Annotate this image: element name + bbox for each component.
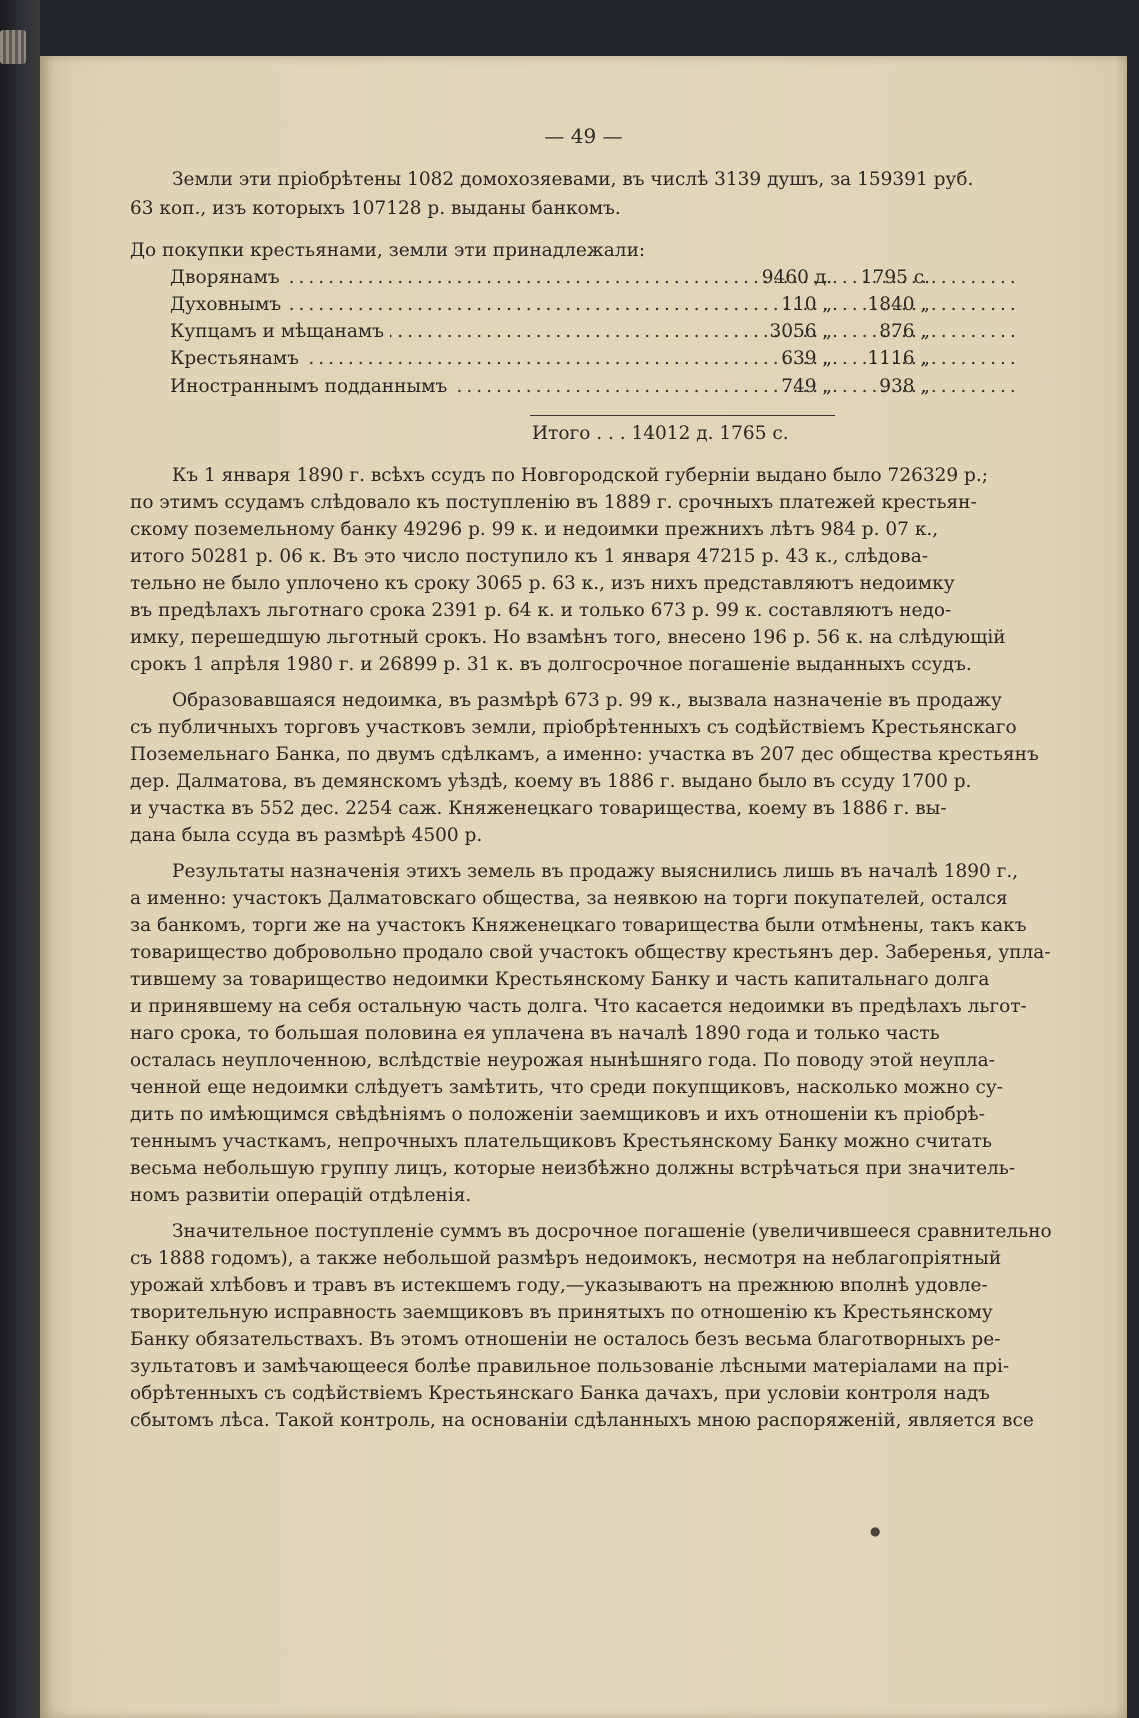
text-line: сбытомъ лѣса. Такой контроль, на основаніи сдѣланныхъ мною распоряженій, является все [130,1410,1034,1431]
text-line: товарищество добровольно продало свой участокъ обществу крестьянъ дер. Заберенья, упла- [130,942,1051,963]
text-line: номъ развитіи операцій отдѣленія. [130,1185,472,1206]
table-row [170,348,930,372]
text-line: имку, перешедшую льготный срокъ. Но взамѣнъ того, внесено 196 р. 56 к. на слѣдующій [130,627,1006,648]
text-line: Земли эти пріобрѣтены 1082 домохозяевами, въ числѣ 3139 душъ, за 159391 руб. [172,169,974,190]
ink-speck-mark: ● [870,1524,881,1538]
text-line: наго срока, то большая половина ея уплачена въ началѣ 1890 года и только часть [130,1023,940,1044]
table-row [170,376,930,400]
table-row [170,321,930,345]
row-desiatins: 639 „ [781,348,832,369]
row-label: Духовнымъ [170,294,287,315]
text-line: дер. Далматова, въ демянскомъ уѣздѣ, коему въ 1886 г. выдано было въ ссуду 1700 р. [130,771,972,792]
text-line: Результаты назначенія этихъ земель въ продажу выяснились лишь въ началѣ 1890 г., [172,861,1019,882]
text-line: творительную исправность заемщиковъ въ принятыхъ по отношенію къ Крестьянскому [130,1302,993,1323]
page-number: — 49 — [544,124,623,148]
total-rule [530,415,835,416]
row-sazhens: 1795 с. [860,267,930,288]
text-line: весьма небольшую группу лицъ, которые неизбѣжно должны встрѣчаться при значитель- [130,1158,1016,1179]
row-desiatins: 110 „ [781,294,832,315]
row-desiatins: 749 „ [781,376,832,397]
text-line: ченной еще недоимки слѣдуетъ замѣтить, что среди покупщиковъ, насколько можно су- [130,1077,1004,1098]
text-line: съ публичныхъ торговъ участковъ земли, пріобрѣтенныхъ съ содѣйствіемъ Крестьянскаго [130,717,1017,738]
row-sazhens: 938 „ [879,376,930,397]
text-line: зультатовъ и замѣчающееся болѣе правильное пользованіе лѣсными матеріалами на прі- [130,1356,1010,1377]
text-line: дана была ссуда въ размѣрѣ 4500 р. [130,825,483,846]
table-intro: До покупки крестьянами, земли эти принадлежали: [130,240,646,261]
text-line: урожай хлѣбовъ и травъ въ истекшемъ году,—указываютъ на прежнюю вполнѣ удовле- [130,1275,988,1296]
row-label: Иностраннымъ подданнымъ [170,376,453,397]
text-line: а именно: участокъ Далматовскаго общества, за неявкою на торги покупателей, остался [130,888,1008,909]
text-line: Банку обязательствахъ. Въ этомъ отношеніи не осталось безъ весьма благотворныхъ ре- [130,1329,1001,1350]
row-label: Дворянамъ [170,267,286,288]
text-line: за банкомъ, торги же на участокъ Княженецкаго товарищества были отмѣнены, такъ какъ [130,915,1027,936]
text-line: скому поземельному банку 49296 р. 99 к. и недоимки прежнихъ лѣтъ 984 р. 07 к., [130,519,939,540]
text-line: обрѣтенныхъ съ содѣйствіемъ Крестьянскаго Банка дачахъ, при условіи контроля надъ [130,1383,990,1404]
page-edge-shadow [1115,56,1127,1718]
text-line: итого 50281 р. 06 к. Въ это число поступило къ 1 января 47215 р. 43 к., слѣдова- [130,546,928,567]
row-label: Крестьянамъ [170,348,305,369]
text-line: срокъ 1 апрѣля 1980 г. и 26899 р. 31 к. въ долгосрочное погашеніе выданныхъ ссудъ. [130,654,972,675]
row-sazhens: 876 „ [879,321,930,342]
text-line: осталась неуплоченною, вслѣдствіе неурожая нынѣшняго года. По поводу этой неупла- [130,1050,995,1071]
table-row [170,294,930,318]
text-line: 63 коп., изъ которыхъ 107128 р. выданы банкомъ. [130,198,621,219]
row-desiatins: 3056 „ [769,321,832,342]
text-line: по этимъ ссудамъ слѣдовало къ поступленію въ 1889 г. срочныхъ платежей крестьян- [130,492,977,513]
row-desiatins: 9460 д. [761,267,832,288]
text-line: и участка въ 552 дес. 2254 саж. Княженецкаго товарищества, коему въ 1886 г. вы- [130,798,947,819]
text-line: Образовавшаяся недоимка, въ размѣрѣ 673 р. 99 к., вызвала назначеніе въ продажу [172,690,1002,711]
text-line: Поземельнаго Банка, по двумъ сдѣлкамъ, а именно: участка въ 207 дес общества крестьянъ [130,744,1039,765]
table-total: Итого . . . 14012 д. 1765 с. [532,423,789,444]
text-line: Къ 1 января 1890 г. всѣхъ ссудъ по Новгородской губерніи выдано было 726329 р.; [172,465,989,486]
table-row [170,267,930,291]
text-line: теннымъ участкамъ, непрочныхъ плательщиковъ Крестьянскому Банку можно считать [130,1131,992,1152]
text-line: тившему за товарищество недоимки Крестьянскому Банку и часть капитальнаго долга [130,969,990,990]
row-label: Купцамъ и мѣщанамъ [170,321,390,342]
row-sazhens: 1116 „ [867,348,930,369]
text-line: и принявшему на себя остальную часть долга. Что касается недоимки въ предѣлахъ льгот- [130,996,1027,1017]
text-line: съ 1888 годомъ), а также небольшой размѣръ недоимокъ, несмотря на неблагопріятный [130,1248,1002,1269]
book-binding [0,0,40,1718]
text-line: Значительное поступленіе суммъ въ досрочное погашеніе (увеличившееся сравнительно [172,1221,1052,1242]
binding-thread [0,30,26,64]
text-line: тельно не было уплочено къ сроку 3065 р. 63 к., изъ нихъ представляютъ недоимку [130,573,955,594]
row-sazhens: 1840 „ [867,294,930,315]
text-line: дить по имѣющимся свѣдѣніямъ о положеніи заемщиковъ и ихъ отношеніи къ пріобрѣ- [130,1104,985,1125]
text-line: въ предѣлахъ льготнаго срока 2391 р. 64 к. и только 673 р. 99 к. составляютъ недо- [130,600,952,621]
book-page [40,56,1127,1718]
